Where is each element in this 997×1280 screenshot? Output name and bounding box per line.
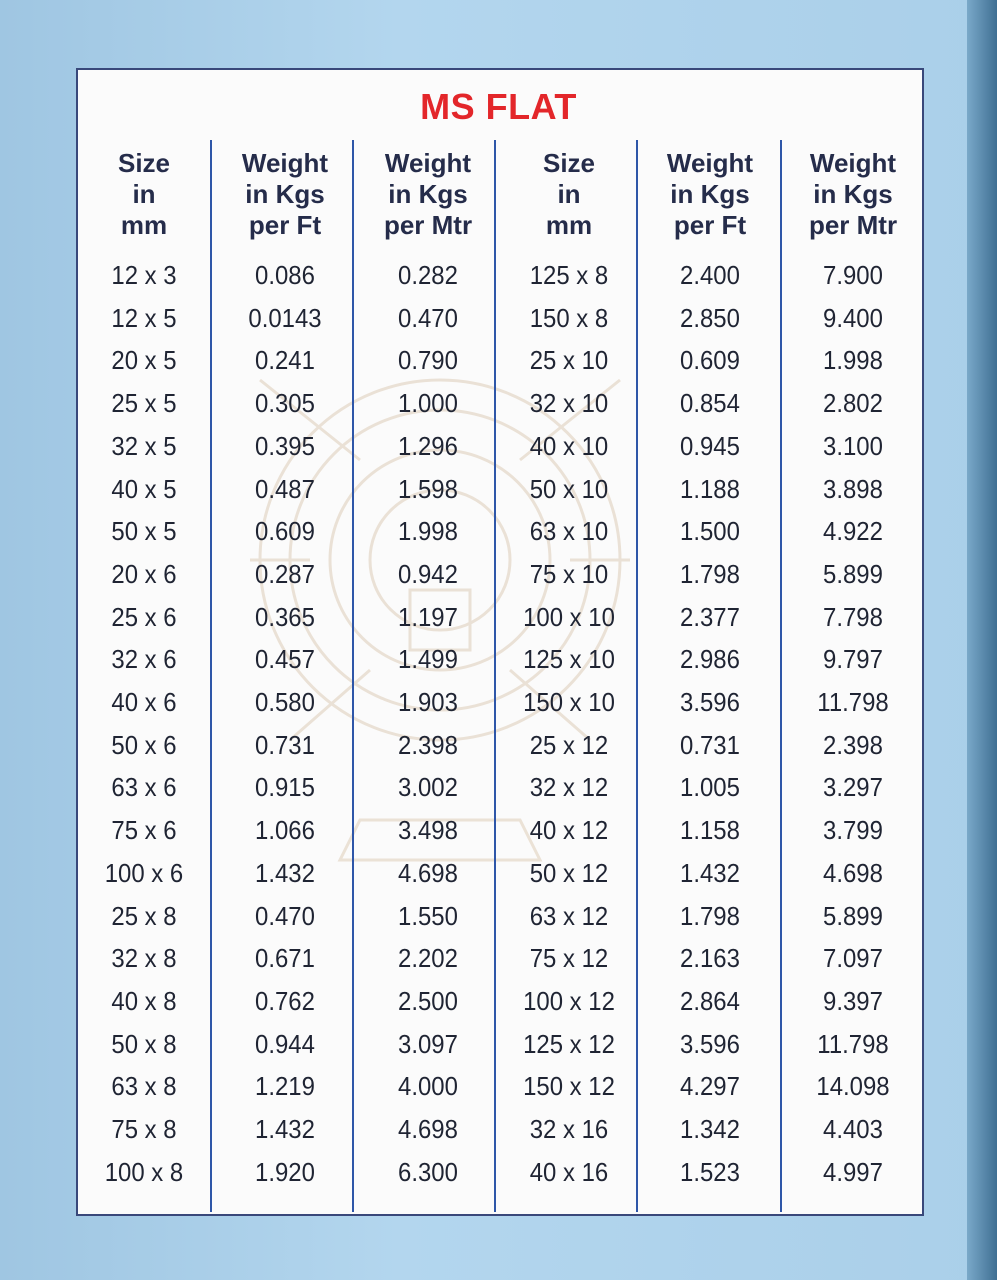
table-cell: 63 x 12	[529, 900, 609, 931]
table-cell: 9.400	[823, 302, 883, 333]
table-cell: 0.945	[680, 430, 740, 461]
table-cell: 0.287	[255, 558, 315, 589]
column-header	[783, 148, 923, 241]
table-cell: 40 x 8	[111, 985, 177, 1016]
table-cell: 3.002	[398, 772, 458, 803]
column-header-line: Size	[117, 148, 171, 178]
table-cell: 3.097	[398, 1028, 458, 1059]
table-cell: 3.799	[823, 815, 883, 846]
table-cell: 0.854	[680, 388, 740, 419]
column-header-line: per Ft	[673, 210, 747, 240]
column-header-line: mm	[120, 210, 168, 240]
table-cell: 12 x 3	[111, 260, 177, 290]
table-cell: 1.000	[398, 388, 458, 419]
column-header-line: Weight	[384, 148, 472, 178]
table-cell: 25 x 6	[111, 601, 177, 632]
column-divider	[636, 140, 638, 1212]
table-cell: 0.762	[255, 985, 315, 1016]
table-cell: 0.487	[255, 473, 315, 504]
table-cell: 0.395	[255, 430, 315, 461]
column-header-line: mm	[545, 210, 593, 240]
table-cell: 4.922	[823, 516, 883, 547]
table-cell: 3.596	[680, 1028, 740, 1059]
table-cell: 11.798	[817, 1028, 889, 1059]
column-header-line: per Ft	[248, 210, 322, 240]
table-cell: 40 x 12	[529, 815, 609, 846]
table-cell: 7.798	[823, 601, 883, 632]
table-cell: 0.470	[255, 900, 315, 931]
table-cell: 25 x 10	[529, 345, 609, 376]
table-cell: 75 x 12	[529, 943, 609, 974]
table-cell: 2.163	[680, 943, 740, 974]
table-cell: 2.802	[823, 388, 883, 419]
table-cell: 0.915	[255, 772, 315, 803]
table-cell: 1.920	[255, 1156, 315, 1187]
column-header	[499, 148, 639, 241]
table-cell: 25 x 8	[111, 900, 177, 931]
table-cell: 63 x 10	[529, 516, 609, 547]
column-header	[74, 148, 214, 241]
table-cell: 0.580	[255, 687, 315, 717]
table-cell: 0.470	[398, 302, 458, 333]
table-cell: 0.731	[255, 729, 315, 760]
table-cell: 20 x 5	[111, 345, 177, 376]
table-cell: 3.596	[680, 687, 740, 717]
table-cell: 75 x 10	[529, 558, 609, 589]
column-header-line: Weight	[666, 148, 754, 178]
table-cell: 20 x 6	[111, 558, 177, 589]
table-cell: 32 x 6	[111, 644, 177, 675]
table-cell: 4.997	[823, 1156, 883, 1187]
table-cell: 3.498	[398, 815, 458, 846]
table-cell: 1.432	[680, 857, 740, 888]
table-cell: 2.864	[680, 985, 740, 1016]
table-cell: 32 x 10	[529, 388, 609, 419]
table-cell: 4.698	[398, 857, 458, 888]
column-header-line: in	[557, 179, 581, 209]
table-cell: 125 x 12	[523, 1028, 615, 1059]
table-cell: 100 x 8	[104, 1156, 184, 1187]
table-cell: 40 x 16	[529, 1156, 609, 1187]
table-cell: 0.731	[680, 729, 740, 760]
column-header-line: per Mtr	[383, 210, 473, 240]
table-cell: 50 x 12	[529, 857, 609, 888]
table-cell: 1.998	[823, 345, 883, 376]
table-cell: 0.609	[680, 345, 740, 376]
table-cell: 2.398	[398, 729, 458, 760]
column-header-line: in	[132, 179, 156, 209]
table-cell: 1.066	[255, 815, 315, 846]
table-cell: 75 x 8	[111, 1114, 177, 1144]
table-cell: 0.609	[255, 516, 315, 547]
table-cell: 1.798	[680, 900, 740, 931]
table-cell: 3.100	[823, 430, 883, 461]
table-cell: 50 x 5	[111, 516, 177, 547]
table-cell: 2.202	[398, 943, 458, 974]
table-cell: 1.998	[398, 516, 458, 547]
table-cell: 1.197	[398, 601, 458, 632]
column-header-line: Weight	[241, 148, 329, 178]
column-header-line: in Kgs	[670, 179, 750, 209]
table-cell: 4.297	[680, 1071, 740, 1102]
table-cell: 50 x 10	[529, 473, 609, 504]
table-cell: 0.0143	[248, 302, 322, 333]
table-cell: 14.098	[816, 1071, 890, 1102]
table-cell: 4.698	[823, 857, 883, 888]
table-cell: 2.377	[680, 601, 740, 632]
table-cell: 4.698	[398, 1114, 458, 1144]
column-header	[358, 148, 498, 241]
table-cell: 1.432	[255, 857, 315, 888]
table-cell: 5.899	[823, 558, 883, 589]
table-cell: 2.400	[680, 260, 740, 290]
table-cell: 40 x 5	[111, 473, 177, 504]
table-cell: 0.305	[255, 388, 315, 419]
page-title: MS FLAT	[420, 86, 577, 127]
table-cell: 100 x 6	[104, 857, 184, 888]
table-cell: 2.398	[823, 729, 883, 760]
table-cell: 0.086	[255, 260, 315, 290]
table-cell: 75 x 6	[111, 815, 177, 846]
table-cell: 150 x 10	[523, 687, 615, 717]
table-cell: 1.005	[680, 772, 740, 803]
table-cell: 125 x 10	[523, 644, 615, 675]
table-cell: 6.300	[398, 1156, 458, 1187]
table-cell: 0.942	[398, 558, 458, 589]
table-cell: 63 x 6	[111, 772, 177, 803]
table-cell: 0.282	[398, 260, 458, 290]
column-divider	[352, 140, 354, 1212]
table-cell: 1.432	[255, 1114, 315, 1144]
table-cell: 1.342	[680, 1114, 740, 1144]
table-cell: 100 x 10	[523, 601, 615, 632]
table-cell: 40 x 6	[111, 687, 177, 717]
table-cell: 0.944	[255, 1028, 315, 1059]
table-cell: 25 x 12	[529, 729, 609, 760]
table-cell: 125 x 8	[529, 260, 609, 290]
table-cell: 1.219	[255, 1071, 315, 1102]
table-cell: 1.296	[398, 430, 458, 461]
table-cell: 32 x 16	[529, 1114, 609, 1144]
table-cell: 3.898	[823, 473, 883, 504]
table-cell: 150 x 12	[523, 1071, 615, 1102]
table-cell: 2.500	[398, 985, 458, 1016]
column-header-line: in Kgs	[245, 179, 325, 209]
table-cell: 9.797	[823, 644, 883, 675]
table-cell: 3.297	[823, 772, 883, 803]
table-cell: 9.397	[823, 985, 883, 1016]
table-cell: 1.523	[680, 1156, 740, 1187]
table-cell: 1.550	[398, 900, 458, 931]
table-cell: 5.899	[823, 900, 883, 931]
table-cell: 12 x 5	[111, 302, 177, 333]
column-header-line: in Kgs	[388, 179, 468, 209]
table-cell: 1.499	[398, 644, 458, 675]
column-header	[215, 148, 355, 241]
column-header	[640, 148, 780, 241]
table-cell: 0.365	[255, 601, 315, 632]
table-cell: 50 x 6	[111, 729, 177, 760]
table-cell: 40 x 10	[529, 430, 609, 461]
table-cell: 1.188	[680, 473, 740, 504]
column-divider	[210, 140, 212, 1212]
table-cell: 63 x 8	[111, 1071, 177, 1102]
column-header-line: in Kgs	[813, 179, 893, 209]
table-cell: 100 x 12	[523, 985, 615, 1016]
table-cell: 2.850	[680, 302, 740, 333]
table-cell: 11.798	[817, 687, 889, 717]
column-header-line: Size	[542, 148, 596, 178]
table-cell: 32 x 12	[529, 772, 609, 803]
table-cell: 7.097	[823, 943, 883, 974]
table-cell: 0.671	[255, 943, 315, 974]
table-cell: 7.900	[823, 260, 883, 290]
column-header-line: Weight	[809, 148, 897, 178]
table-cell: 50 x 8	[111, 1028, 177, 1059]
table-cell: 25 x 5	[111, 388, 177, 419]
table-cell: 32 x 8	[111, 943, 177, 974]
table-cell: 150 x 8	[529, 302, 609, 333]
table-cell: 1.798	[680, 558, 740, 589]
table-cell: 4.000	[398, 1071, 458, 1102]
table-cell: 0.241	[255, 345, 315, 376]
column-divider	[494, 140, 496, 1212]
column-divider	[780, 140, 782, 1212]
table-cell: 1.598	[398, 473, 458, 504]
table-cell: 0.457	[255, 644, 315, 675]
table-cell: 1.158	[680, 815, 740, 846]
table-cell: 2.986	[680, 644, 740, 675]
cover-edge	[967, 0, 997, 1280]
table-cell: 0.790	[398, 345, 458, 376]
table-cell: 1.903	[398, 687, 458, 717]
table-cell: 32 x 5	[111, 430, 177, 461]
table-cell: 1.500	[680, 516, 740, 547]
table-cell: 4.403	[823, 1114, 883, 1144]
column-header-line: per Mtr	[808, 210, 898, 240]
